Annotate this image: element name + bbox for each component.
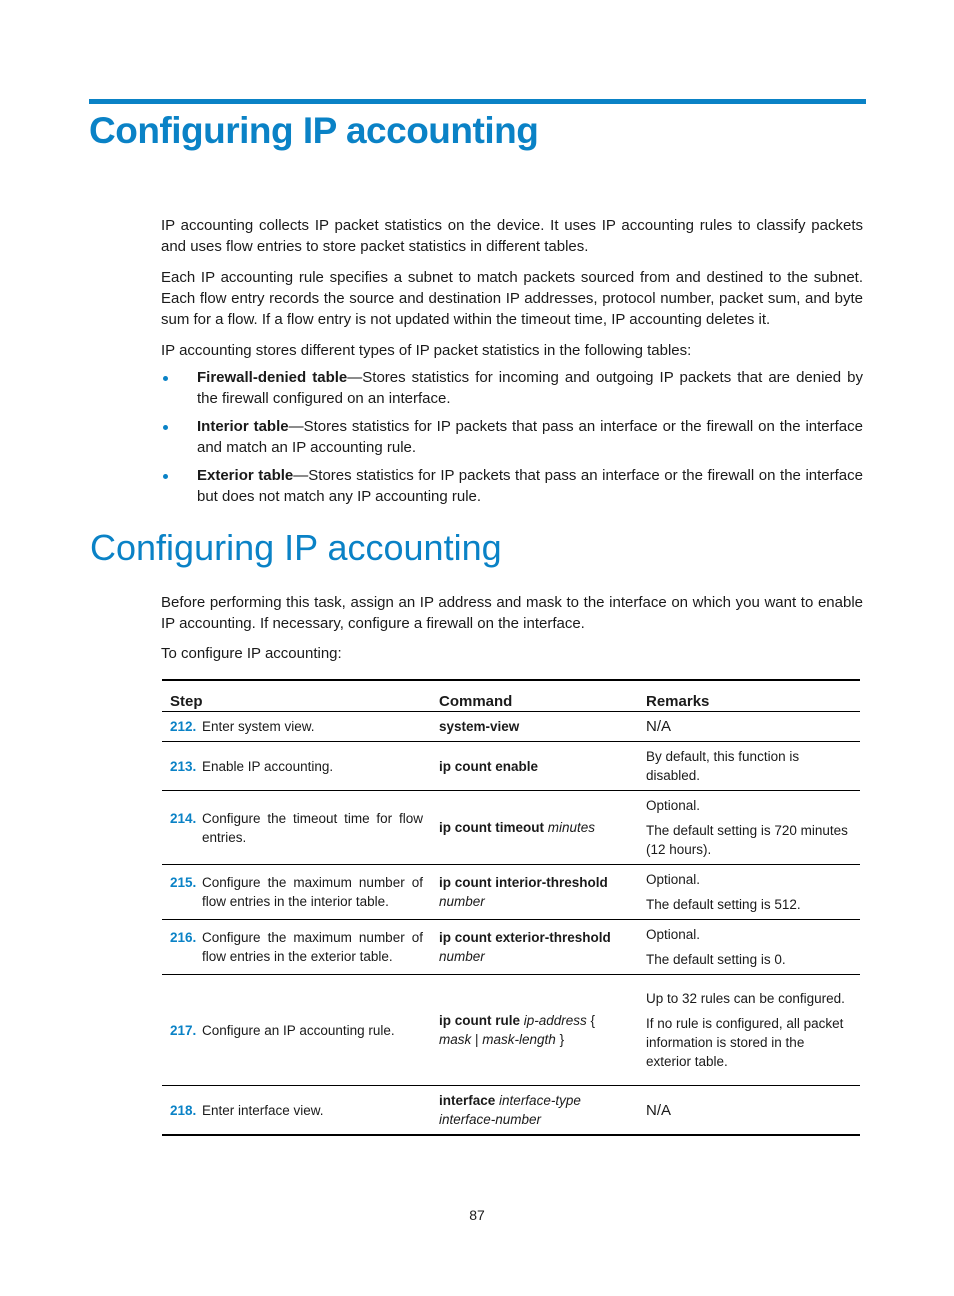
- step-description: Configure an IP accounting rule.: [202, 1022, 395, 1038]
- command-keyword: interface: [439, 1093, 496, 1108]
- command-cell: [431, 865, 638, 920]
- command-argument: mask: [439, 1032, 472, 1047]
- column-header-step: Step: [162, 680, 431, 712]
- remarks-cell: [638, 791, 860, 865]
- remark-text: Optional.: [646, 872, 701, 887]
- step-cell: [162, 791, 431, 865]
- command-cell: [431, 742, 638, 791]
- procedure-table: [162, 679, 860, 1136]
- remark-text: Optional.: [646, 927, 701, 942]
- step-cell: [162, 920, 431, 975]
- table-row: [162, 742, 860, 791]
- table-row: [162, 865, 860, 920]
- list-item-term: Firewall-denied table: [197, 369, 348, 386]
- command-argument: number: [439, 894, 485, 909]
- bullet-icon: [163, 474, 168, 479]
- table-header-row: [162, 680, 860, 712]
- step-cell: [162, 712, 431, 742]
- remark-text: N/A: [646, 718, 672, 735]
- bullet-icon: [163, 376, 168, 381]
- remarks-cell: [638, 712, 860, 742]
- step-description: Configure the maximum number of flow entries in the exterior table.: [202, 930, 423, 964]
- remarks-cell: [638, 742, 860, 791]
- step-number: 218.: [170, 1102, 197, 1118]
- section-paragraph: Before performing this task, assign an IP address and mask to the interface on which you want to enable IP accounting. If necessary, configure a firewall on the interface.: [161, 594, 863, 632]
- step-description: Enter system view.: [202, 719, 315, 734]
- intro: [161, 215, 863, 361]
- command-argument: mask-length: [482, 1032, 556, 1047]
- list-item-term: Exterior table: [197, 467, 294, 484]
- step-description: Enable IP accounting.: [202, 758, 334, 774]
- step-description: Configure the maximum number of flow entries in the interior table.: [202, 875, 423, 909]
- table-types-list: [161, 367, 863, 507]
- bullet-icon: [163, 425, 168, 430]
- remark-text: If no rule is configured, all packet information is stored in the exterior table.: [646, 1016, 844, 1069]
- intro-paragraph: IP accounting collects IP packet statistics on the device. It uses IP accounting rules to classify packets and uses flow entries to store packet statistics in different tables.: [161, 217, 863, 255]
- command-argument: minutes: [547, 820, 596, 835]
- table-row: [162, 920, 860, 975]
- remark-text: Optional.: [646, 798, 701, 813]
- chapter-title: Configuring IP accounting: [89, 110, 539, 151]
- remark-text: The default setting is 0.: [646, 952, 786, 967]
- command-keyword: ip count rule: [439, 1013, 520, 1028]
- command-keyword: ip count exterior-threshold: [439, 930, 611, 945]
- list-item-text: —Stores statistics for IP packets that pass an interface or the firewall on the interface and match an IP accounting rule.: [197, 418, 863, 456]
- column-header-command: Command: [431, 680, 638, 712]
- step-number: 216.: [170, 930, 197, 945]
- step-number: 217.: [170, 1022, 197, 1038]
- section-body: [161, 592, 863, 664]
- step-cell: [162, 742, 431, 791]
- step-number: 212.: [170, 719, 197, 734]
- list-item: [161, 367, 863, 409]
- step-number: 214.: [170, 810, 197, 826]
- page-number: 87: [469, 1207, 485, 1223]
- intro-paragraph: Each IP accounting rule specifies a subnet to match packets sourced from and destined to the subnet. Each flow entry records the source and destination IP addresses, protocol number, packet sum, and byte sum for a flow. If a flow entry is not updated within the timeout time, IP accounting deletes it.: [161, 269, 863, 328]
- command-syntax: |: [471, 1032, 483, 1047]
- list-item-term: Interior table: [197, 418, 289, 435]
- column-header-remarks: Remarks: [638, 680, 860, 712]
- command-keyword: system-view: [439, 719, 520, 734]
- command-argument: interface-type interface-number: [439, 1093, 581, 1127]
- step-description: Enter interface view.: [202, 1102, 324, 1118]
- command-argument: number: [439, 949, 485, 964]
- command-keyword: ip count timeout: [439, 820, 544, 835]
- command-cell: [431, 791, 638, 865]
- remarks-cell: [638, 920, 860, 975]
- step-number: 215.: [170, 875, 197, 890]
- intro-paragraph: IP accounting stores different types of IP packet statistics in the following tables:: [161, 342, 692, 359]
- command-argument: ip-address: [523, 1013, 587, 1028]
- remarks-cell: [638, 865, 860, 920]
- list-item-text: —Stores statistics for incoming and outgoing IP packets that are denied by the firewall configured on an interface.: [197, 369, 864, 407]
- list-item: [161, 465, 863, 507]
- remark-text: N/A: [646, 1101, 672, 1119]
- step-cell: [162, 1086, 431, 1136]
- section-title: Configuring IP accounting: [90, 527, 502, 568]
- remarks-cell: [638, 975, 860, 1086]
- command-syntax: {: [586, 1013, 596, 1028]
- remark-text: By default, this function is disabled.: [646, 749, 800, 783]
- command-keyword: ip count enable: [439, 758, 539, 774]
- command-cell: [431, 975, 638, 1086]
- step-cell: [162, 865, 431, 920]
- step-number: 213.: [170, 758, 197, 774]
- table-row: [162, 975, 860, 1086]
- remark-text: Up to 32 rules can be configured.: [646, 991, 845, 1006]
- table-row: [162, 791, 860, 865]
- remarks-cell: [638, 1086, 860, 1136]
- table-row: [162, 712, 860, 742]
- table-row: [162, 1086, 860, 1136]
- command-cell: [431, 1086, 638, 1136]
- table-caption: To configure IP accounting:: [161, 645, 342, 662]
- list-item-text: —Stores statistics for IP packets that pass an interface or the firewall on the interface but does not match any IP accounting rule.: [197, 467, 863, 505]
- remark-text: The default setting is 512.: [646, 897, 801, 912]
- command-keyword: ip count interior-threshold: [439, 875, 608, 890]
- list-item: [161, 416, 863, 458]
- step-description: Configure the timeout time for flow entries.: [202, 810, 423, 845]
- command-cell: [431, 712, 638, 742]
- chapter-top-rule: [89, 99, 866, 104]
- command-cell: [431, 920, 638, 975]
- command-syntax: }: [555, 1032, 565, 1047]
- remark-text: The default setting is 720 minutes (12 hours).: [646, 823, 848, 857]
- step-cell: [162, 975, 431, 1086]
